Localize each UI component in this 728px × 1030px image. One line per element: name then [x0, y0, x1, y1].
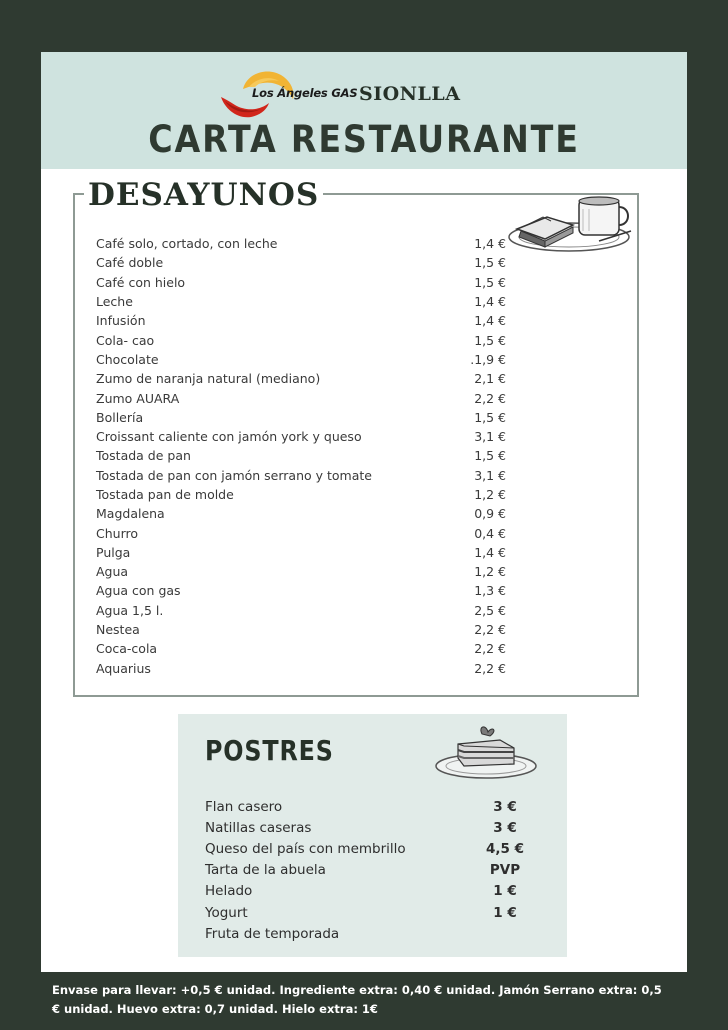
- page-title: CARTA RESTAURANTE: [148, 118, 580, 161]
- menu-item-name: Agua: [96, 564, 129, 580]
- menu-item-name: Magdalena: [96, 506, 165, 522]
- menu-item: [96, 620, 506, 639]
- menu-item-price: PVP: [489, 862, 521, 879]
- menu-item-name: Leche: [96, 294, 133, 310]
- menu-item: [96, 485, 506, 504]
- desayunos-title: DESAYUNOS: [84, 175, 323, 215]
- menu-item-price: 2,2 €: [474, 641, 506, 657]
- menu-item-name: Tarta de la abuela: [205, 862, 326, 879]
- menu-item-name: Zumo de naranja natural (mediano): [96, 371, 321, 387]
- menu-item-name: Aquarius: [96, 660, 151, 676]
- menu-item-price: 1 €: [493, 883, 517, 900]
- menu-item-price: 0,9 €: [474, 506, 506, 522]
- menu-item-name: Infusión: [96, 313, 146, 329]
- menu-item-name: Tostada de pan con jamón serrano y tomate: [96, 467, 372, 483]
- menu-item: [205, 860, 535, 881]
- menu-item: [96, 659, 506, 678]
- menu-item-name: Flan casero: [205, 798, 283, 815]
- menu-item: [205, 838, 535, 859]
- menu-item-price: 1,2 €: [474, 487, 506, 502]
- menu-item-price: 2,1 €: [474, 371, 506, 387]
- menu-item-name: Café con hielo: [96, 274, 186, 290]
- menu-item-name: Zumo AUARA: [96, 390, 180, 406]
- menu-item-name: Natillas caseras: [205, 819, 312, 836]
- menu-item-price: 2,5 €: [474, 602, 506, 618]
- menu-item-price: 1,5 €: [474, 409, 506, 425]
- menu-item: [96, 311, 506, 330]
- menu-item: [96, 446, 506, 465]
- menu-item-price: 3 €: [493, 798, 517, 815]
- menu-item-price: 2,2 €: [474, 622, 506, 638]
- brand-logo: [219, 65, 359, 121]
- menu-item: [205, 796, 535, 817]
- menu-item-price: 3,1 €: [474, 467, 506, 483]
- postres-list: [205, 796, 535, 944]
- menu-item-name: Queso del país con membrillo: [205, 840, 406, 857]
- menu-item-name: Agua 1,5 l.: [96, 602, 164, 618]
- menu-item-price: 1 €: [493, 904, 517, 921]
- menu-item-price: 1,5 €: [474, 255, 506, 271]
- menu-item: [205, 923, 535, 944]
- footer-note: Envase para llevar: +0,5 € unidad. Ingrediente extra: 0,40 € unidad. Jamón Serrano extra: 0,5 € unidad. Huevo extra: 0,7 unidad. Hielo extra: 1€: [52, 983, 662, 1016]
- menu-item-name: Churro: [96, 525, 139, 541]
- menu-item-price: 2,2 €: [474, 660, 506, 676]
- menu-item: [96, 639, 506, 658]
- postres-title: POSTRES: [205, 734, 334, 767]
- menu-item-price: 1,2 €: [474, 564, 506, 580]
- menu-item-name: Nestea: [96, 622, 140, 638]
- menu-item-price: 1,3 €: [474, 583, 506, 599]
- menu-item: [96, 408, 506, 427]
- menu-item: [96, 466, 506, 485]
- menu-item-price: 2,2 €: [474, 390, 506, 406]
- desayunos-section: [73, 177, 639, 697]
- menu-item: [96, 601, 506, 620]
- menu-item: [96, 523, 506, 542]
- menu-item-price: 1,4 €: [474, 544, 506, 560]
- menu-item: [205, 902, 535, 923]
- menu-item: [96, 350, 506, 369]
- menu-item-price: 1,4 €: [474, 236, 506, 252]
- menu-item: [96, 388, 506, 407]
- menu-item-price: 1,5 €: [474, 332, 506, 348]
- postres-section: [178, 714, 567, 957]
- menu-item-name: Pulga: [96, 544, 131, 560]
- desayunos-list: [96, 234, 506, 678]
- location-name: SIONLLA: [359, 83, 461, 105]
- menu-item-name: Coca-cola: [96, 641, 158, 657]
- menu-item-name: Helado: [205, 883, 253, 900]
- menu-item-name: Yogurt: [205, 904, 248, 921]
- menu-item: [205, 881, 535, 902]
- menu-sheet: [41, 52, 687, 972]
- menu-item-price: 1,4 €: [474, 294, 506, 310]
- menu-item: [96, 562, 506, 581]
- menu-item-name: Chocolate: [96, 351, 159, 367]
- menu-item-name: Agua con gas: [96, 583, 181, 599]
- menu-item-name: Cola- cao: [96, 332, 155, 348]
- menu-item: [96, 504, 506, 523]
- menu-item-price: 1,5 €: [474, 448, 506, 464]
- menu-item: [96, 330, 506, 349]
- cake-slice-icon: [434, 722, 544, 782]
- menu-item: [96, 543, 506, 562]
- coffee-breakfast-icon: [507, 195, 637, 255]
- header-band: [41, 52, 687, 169]
- menu-item-price: 4,5 €: [485, 840, 524, 857]
- menu-item: [96, 369, 506, 388]
- menu-item-name: Fruta de temporada: [205, 925, 340, 942]
- menu-item: [96, 273, 506, 292]
- menu-item: [96, 292, 506, 311]
- menu-item-price: 3,1 €: [474, 429, 506, 445]
- menu-item: [205, 817, 535, 838]
- menu-item-name: Croissant caliente con jamón york y queso: [96, 429, 362, 445]
- menu-item: [96, 581, 506, 600]
- menu-item-name: Bollería: [96, 409, 144, 425]
- menu-item-price: 0,4 €: [474, 525, 506, 541]
- menu-item-price: 3 €: [493, 819, 517, 836]
- menu-item: [96, 427, 506, 446]
- menu-item: [96, 253, 506, 272]
- menu-item: [96, 234, 506, 253]
- menu-item-price: 1,4 €: [474, 313, 506, 329]
- menu-item-name: Tostada de pan: [96, 448, 191, 464]
- menu-item-price: .1,9 €: [470, 351, 506, 367]
- menu-item-name: Café doble: [96, 255, 164, 271]
- menu-item-name: Café solo, cortado, con leche: [96, 236, 278, 252]
- menu-item-price: 1,5 €: [474, 274, 506, 290]
- menu-item-name: Tostada pan de molde: [96, 487, 234, 502]
- brand-name: Los Ángeles GAS: [252, 86, 358, 100]
